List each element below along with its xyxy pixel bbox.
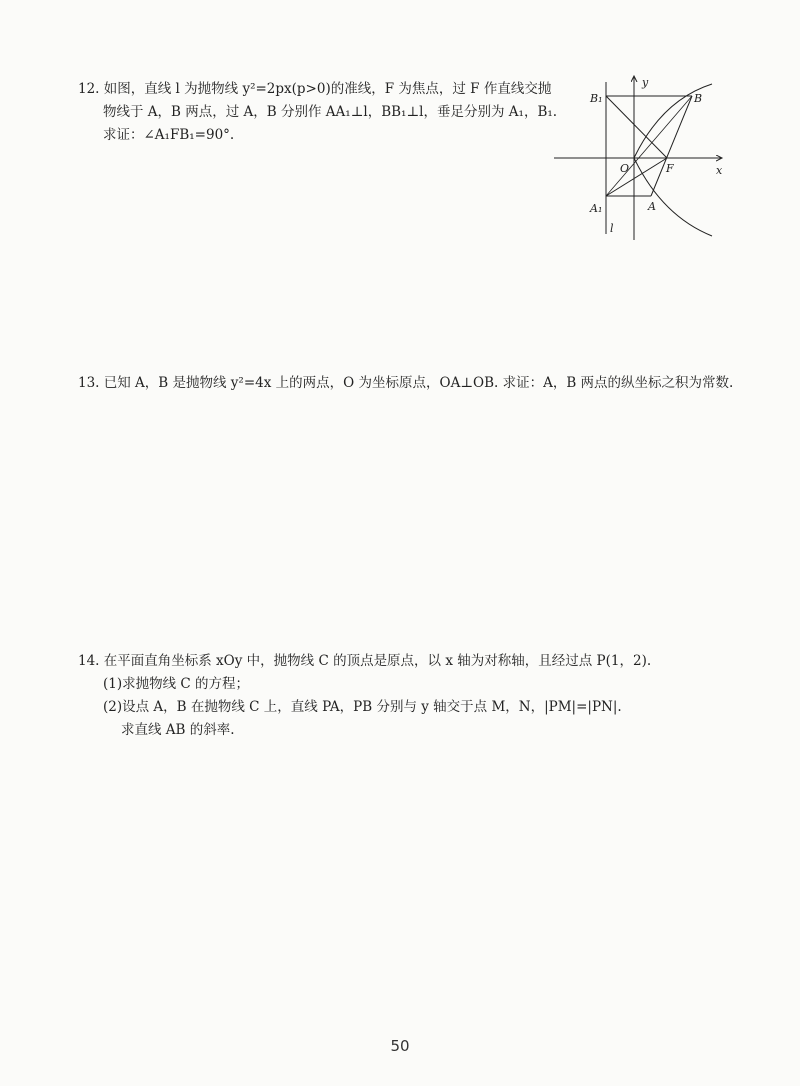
problem-14-intro: 14. 在平面直角坐标系 xOy 中，抛物线 C 的顶点是原点，以 x 轴为对称轴，且经过点 P(1，2).: [78, 653, 652, 669]
problem-13-text: 13. 已知 A，B 是抛物线 y²=4x 上的两点，O 为坐标原点，OA⊥OB. 求证：A，B 两点的纵坐标之积为常数.: [78, 375, 734, 391]
label-B1: B₁: [590, 92, 603, 105]
chord-AB: [651, 96, 692, 196]
problem-12-line-1: 12. 如图，直线 l 为抛物线 y²=2px(p>0)的准线，F 为焦点，过 F 作直线交抛: [78, 81, 552, 97]
problem-12: [78, 78, 558, 147]
parabola-curve: [634, 84, 712, 236]
label-A: A: [648, 200, 656, 213]
label-A1: A₁: [590, 202, 603, 215]
label-x: x: [716, 164, 723, 177]
parabola-diagram: [552, 72, 732, 242]
segment-A1-B: [606, 96, 692, 196]
label-O: O: [620, 162, 630, 175]
label-F: F: [666, 162, 674, 175]
problem-12-line-3: 求证：∠A₁FB₁=90°.: [103, 127, 235, 143]
problem-12-line-2: 物线于 A，B 两点，过 A，B 分别作 AA₁⊥l，BB₁⊥l，垂足分别为 A₁，B₁.: [103, 104, 558, 120]
label-y: y: [642, 76, 649, 89]
problem-14-part-1: (1)求抛物线 C 的方程；: [103, 676, 250, 692]
problem-14: [78, 650, 698, 742]
parabola-figure: [552, 72, 732, 242]
segment-B1-F: [606, 96, 667, 158]
label-B: B: [694, 92, 703, 105]
page-number: 50: [390, 1037, 410, 1055]
label-l: l: [610, 222, 614, 235]
problem-13: [78, 372, 758, 395]
problem-14-part-2: (2)设点 A，B 在抛物线 C 上，直线 PA，PB 分别与 y 轴交于点 M，N，|PM|=|PN|.: [103, 699, 622, 715]
problem-14-part-2-continued: 求直线 AB 的斜率.: [121, 722, 235, 738]
